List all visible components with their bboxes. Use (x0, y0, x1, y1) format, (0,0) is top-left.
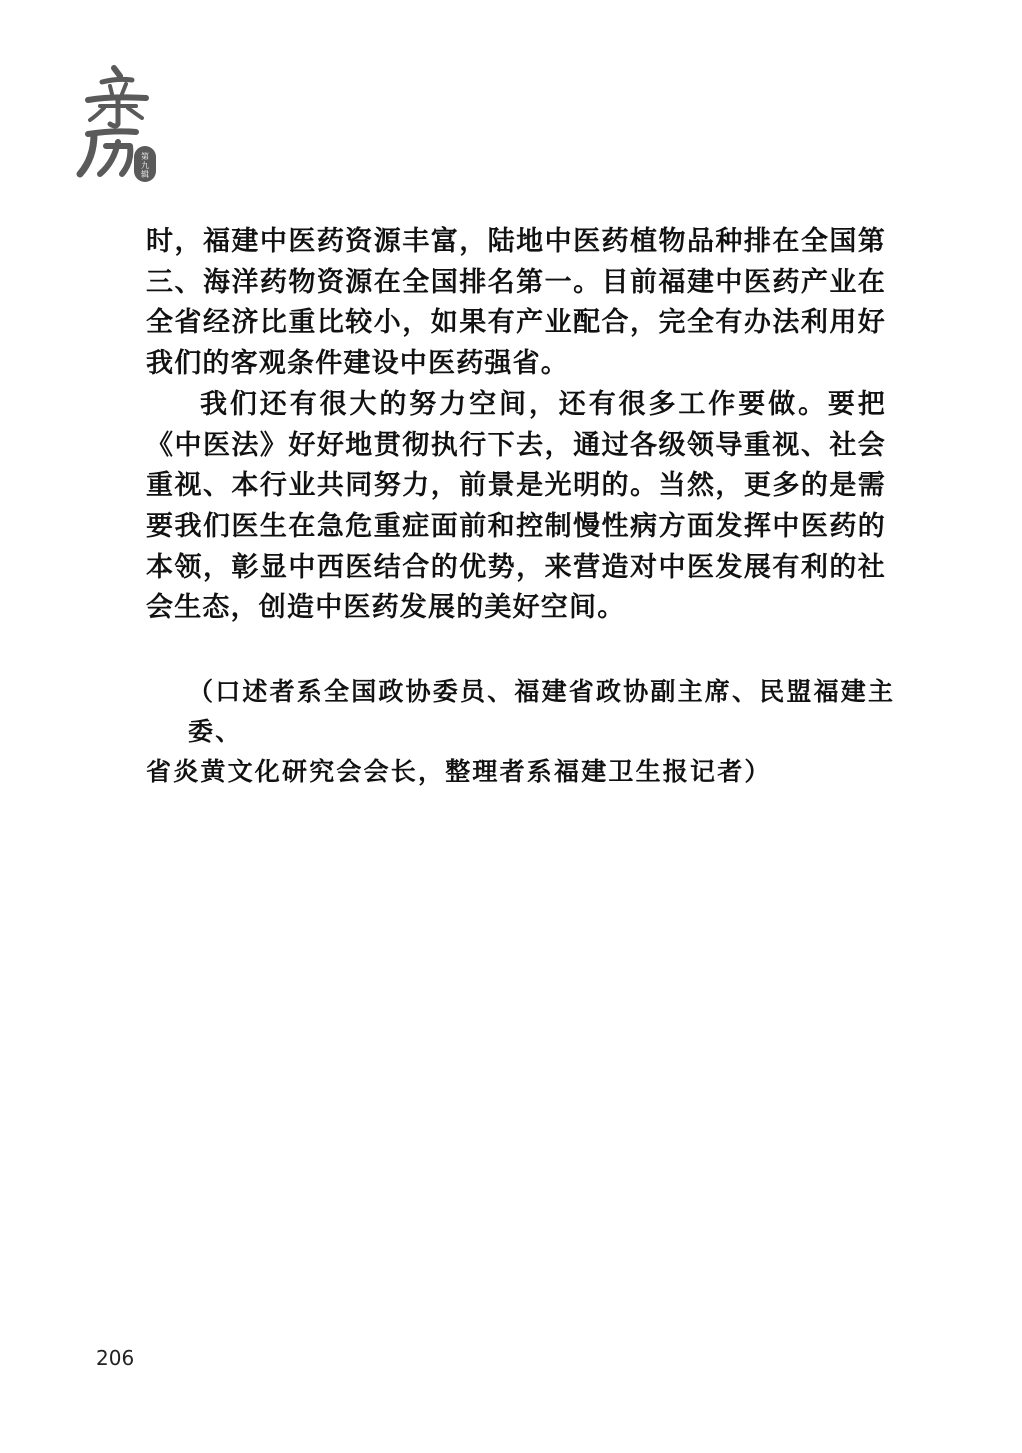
author-note-line-1: （口述者系全国政协委员、福建省政协副主席、民盟福建主委、 (188, 677, 896, 746)
paragraph-2: 我们还有很大的努力空间，还有很多工作要做。要把《中医法》好好地贯彻执行下去，通过各级领导重视、社会重视、本行业共同努力，前景是光明的。当然，更多的是需要我们医生在急危重症面前和控制慢性病方面发挥中医药的本领，彰显中西医结合的优势，来营造对中医发展有利的社会生态，创造中医药发展的美好空间。 (146, 388, 886, 624)
calligraphy-logo-icon (74, 62, 164, 192)
book-series-logo (74, 62, 164, 192)
paragraph-1: 时，福建中医药资源丰富，陆地中医药植物品种排在全国第三、海洋药物资源在全国排名第一。目前福建中医药产业在全省经济比重比较小，如果有产业配合，完全有办法利用好我们的客观条件建设中医药强省。 (146, 226, 886, 380)
page-number: 206 (96, 1346, 135, 1370)
author-note (146, 672, 896, 792)
svg-text:第: 第 (141, 152, 149, 161)
author-note-line-2: 省炎黄文化研究会会长，整理者系福建卫生报记者） (146, 757, 772, 786)
svg-text:九: 九 (141, 161, 149, 170)
body-text (146, 222, 886, 629)
svg-text:辑: 辑 (141, 170, 149, 179)
